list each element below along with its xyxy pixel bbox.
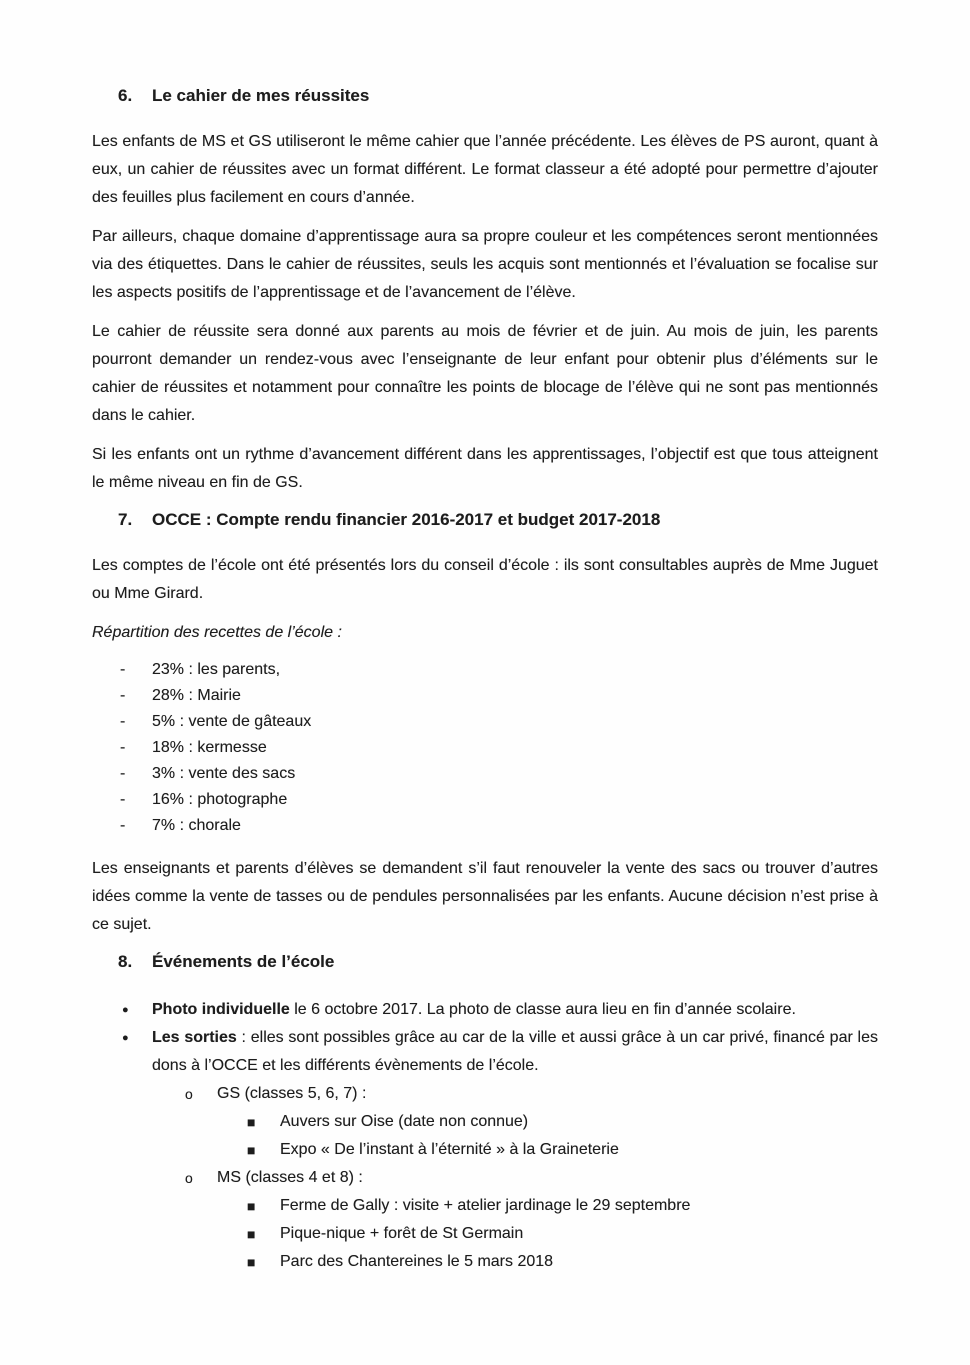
event-lead-bold: Les sorties <box>152 1029 237 1046</box>
dash-bullet-icon: - <box>120 713 126 730</box>
trip-item-text: Expo « De l’instant à l’éternité » à la Graineterie <box>280 1141 619 1158</box>
circle-bullet-icon: o <box>185 1086 193 1102</box>
square-bullet-icon: ■ <box>247 1254 256 1270</box>
event-lead-bold: Photo individuelle <box>152 1001 290 1018</box>
recette-item <box>92 657 878 683</box>
group-label-gs <box>92 1080 878 1108</box>
events-list <box>92 996 878 1276</box>
recette-item-text: 18% : kermesse <box>152 739 267 756</box>
heading-number: 6. <box>118 86 133 105</box>
recette-item <box>92 735 878 761</box>
square-bullet-icon: ■ <box>247 1198 256 1214</box>
trip-item-text: Parc des Chantereines le 5 mars 2018 <box>280 1253 554 1270</box>
recette-item-text: 23% : les parents, <box>152 661 281 678</box>
section-6-heading <box>118 84 878 108</box>
event-rest: : elles sont possibles grâce au car de la ville et aussi grâce à un car privé, financé par les dons à l’OCCE et les différents évènements de l’école. <box>152 1029 879 1074</box>
recette-item <box>92 761 878 787</box>
event-text <box>152 1024 878 1080</box>
event-bullet-sorties <box>92 1024 878 1080</box>
paragraph-cahier-4: Si les enfants ont un rythme d’avancement différent dans les apprentissages, l’objectif est que tous atteignent le même niveau en fin de GS. <box>92 446 878 491</box>
group-label-ms <box>92 1164 878 1192</box>
paragraph-vente-sacs: Les enseignants et parents d’élèves se demandent s’il faut renouveler la vente des sacs ou trouver d’autres idées comme la vente de tasses ou de pendules personnalisées par les enfants. Aucune décision n’est prise à ce sujet. <box>92 860 878 933</box>
heading-number: 7. <box>118 510 133 529</box>
event-rest: le 6 octobre 2017. La photo de classe aura lieu en fin d’année scolaire. <box>289 1001 796 1018</box>
recette-item <box>92 787 878 813</box>
paragraph-cahier-3: Le cahier de réussite sera donné aux parents au mois de février et de juin. Au mois de juin, les parents pourront demander un rendez-vous avec l’enseignante de leur enfant pour obtenir plus d’éléments sur le cahier de réussites et notamment pour connaître les points de blocage de l’élève qui ne sont pas mentionnés dans le cahier. <box>92 323 878 424</box>
square-bullet-icon: ■ <box>247 1114 256 1130</box>
recette-item-text: 7% : chorale <box>152 817 241 834</box>
dash-bullet-icon: - <box>120 687 126 704</box>
square-bullet-icon: ■ <box>247 1226 256 1242</box>
circle-bullet-icon: o <box>185 1170 193 1186</box>
recette-item-text: 3% : vente des sacs <box>152 765 296 782</box>
group-label-text: MS (classes 4 et 8) : <box>217 1169 363 1186</box>
recette-item-text: 28% : Mairie <box>152 687 241 704</box>
recette-item <box>92 709 878 735</box>
heading-title: Le cahier de mes réussites <box>152 86 370 105</box>
heading-title: OCCE : Compte rendu financier 2016-2017 et budget 2017-2018 <box>152 510 661 529</box>
paragraph-comptes: Les comptes de l’école ont été présentés lors du conseil d’école : ils sont consultables auprès de Mme Juguet ou Mme Girard. <box>92 557 878 602</box>
section-8-heading <box>118 950 878 974</box>
heading-title: Événements de l’école <box>152 952 335 971</box>
trip-item <box>92 1220 878 1248</box>
trip-item-text: Auvers sur Oise (date non connue) <box>280 1113 529 1130</box>
recettes-list <box>92 657 878 839</box>
dash-bullet-icon: - <box>120 791 126 808</box>
trip-item <box>92 1108 878 1136</box>
trip-item <box>92 1192 878 1220</box>
paragraph-cahier-1: Les enfants de MS et GS utiliseront le même cahier que l’année précédente. Les élèves de PS auront, quant à eux, un cahier de réussites avec un format différent. Le format classeur a été adopté pour permettre d’ajouter des feuilles plus facilement en cours d’année. <box>92 133 878 206</box>
group-label-text: GS (classes 5, 6, 7) : <box>217 1085 367 1102</box>
trip-item-text: Pique-nique + forêt de St Germain <box>280 1225 524 1242</box>
repartition-label: Répartition des recettes de l’école : <box>92 624 342 641</box>
disc-bullet-icon: ● <box>122 1032 129 1044</box>
trip-item <box>92 1136 878 1164</box>
dash-bullet-icon: - <box>120 661 126 678</box>
disc-bullet-icon: ● <box>122 1004 129 1016</box>
recette-item-text: 5% : vente de gâteaux <box>152 713 312 730</box>
trip-item <box>92 1248 878 1276</box>
section-7-heading <box>118 508 878 532</box>
event-text <box>152 996 878 1024</box>
heading-number: 8. <box>118 952 133 971</box>
paragraph-cahier-2: Par ailleurs, chaque domaine d’apprentissage aura sa propre couleur et les compétences seront mentionnées via des étiquettes. Dans le cahier de réussites, seuls les acquis sont mentionnés et l’évaluation se focalise sur les aspects positifs de l’apprentissage et de l’avancement de l’élève. <box>92 228 878 301</box>
dash-bullet-icon: - <box>120 817 126 834</box>
square-bullet-icon: ■ <box>247 1142 256 1158</box>
dash-bullet-icon: - <box>120 739 126 756</box>
recette-item-text: 16% : photographe <box>152 791 288 808</box>
event-bullet-photo <box>92 996 878 1024</box>
recette-item <box>92 683 878 709</box>
recette-item <box>92 813 878 839</box>
trip-item-text: Ferme de Gally : visite + atelier jardinage le 29 septembre <box>280 1197 691 1214</box>
dash-bullet-icon: - <box>120 765 126 782</box>
